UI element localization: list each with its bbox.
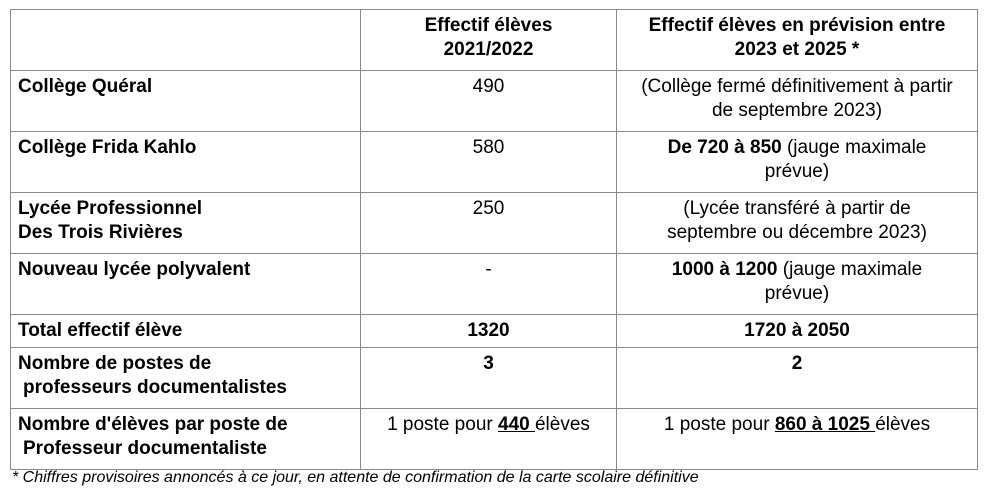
footnote: * Chiffres provisoires annoncés à ce jour, en attente de confirmation de la carte scolaire définitive: [12, 469, 699, 486]
row-label: Collège Quéral: [11, 71, 361, 132]
forecast-note: (jauge maximale: [781, 137, 927, 158]
row-forecast-value: [617, 409, 978, 470]
school-enrollment-table: [10, 9, 978, 470]
header-forecast-line-2: 2023 et 2025 *: [734, 39, 860, 60]
table-row-college-queral: [11, 71, 978, 132]
row-current-value: 580: [361, 132, 617, 193]
ratio-value: 860 à 1025: [774, 414, 876, 435]
forecast-range: De 720 à 850: [667, 137, 782, 158]
row-current-value: -: [361, 254, 617, 315]
header-forecast-enrollment: [617, 10, 978, 71]
header-empty-cell: [11, 10, 361, 71]
row-label-line-2: professeurs documentalistes: [23, 377, 287, 398]
table-row-college-frida-kahlo: [11, 132, 978, 193]
row-label: Nouveau lycée polyvalent: [11, 254, 361, 315]
table-row-ratio: [11, 409, 978, 470]
row-label-line-1: Nombre de postes de: [18, 353, 212, 374]
row-forecast-value: [617, 132, 978, 193]
row-label: Collège Frida Kahlo: [11, 132, 361, 193]
row-forecast-value: 2: [617, 348, 978, 409]
forecast-line-1: (Lycée transféré à partir de: [683, 198, 911, 219]
row-current-value: 1320: [361, 315, 617, 348]
row-label: [11, 193, 361, 254]
ratio-suffix: élèves: [875, 414, 931, 435]
table-row-nouveau-lycee: [11, 254, 978, 315]
table-row-total: [11, 315, 978, 348]
forecast-range: 1000 à 1200: [671, 259, 778, 280]
forecast-note: (jauge maximale: [777, 259, 923, 280]
row-current-value: [361, 409, 617, 470]
row-current-value: 490: [361, 71, 617, 132]
row-label-line-1: Nombre d'élèves par poste de: [18, 414, 288, 435]
table-row-postes: [11, 348, 978, 409]
forecast-line-1: [624, 136, 970, 160]
row-label-line-2: Professeur documentaliste: [23, 438, 267, 459]
header-current-enrollment: [361, 10, 617, 71]
row-forecast-value: [617, 193, 978, 254]
row-current-value: 250: [361, 193, 617, 254]
ratio-prefix: 1 poste pour: [387, 414, 498, 435]
ratio-prefix: 1 poste pour: [663, 414, 775, 435]
forecast-line-2: de septembre 2023): [711, 100, 883, 121]
ratio-suffix: élèves: [534, 414, 590, 435]
row-forecast-value: 1720 à 2050: [617, 315, 978, 348]
header-current-line-1: Effectif élèves: [424, 15, 553, 36]
row-label-line-1: Lycée Professionnel: [18, 198, 203, 219]
forecast-line-1: [624, 258, 970, 282]
header-current-line-2: 2021/2022: [443, 39, 534, 60]
forecast-line-1: (Collège fermé définitivement à partir: [641, 76, 953, 97]
row-label: [11, 348, 361, 409]
forecast-line-2: prévue): [764, 283, 830, 304]
row-current-value: 3: [361, 348, 617, 409]
table-header-row: [11, 10, 978, 71]
row-label: Total effectif élève: [11, 315, 361, 348]
forecast-line-2: prévue): [764, 161, 830, 182]
table-row-lycee-professionnel: [11, 193, 978, 254]
row-forecast-value: [617, 71, 978, 132]
header-forecast-line-1: Effectif élèves en prévision entre: [648, 15, 946, 36]
forecast-line-2: septembre ou décembre 2023): [667, 222, 927, 243]
ratio-value: 440: [498, 414, 535, 435]
row-forecast-value: [617, 254, 978, 315]
row-label-line-2: Des Trois Rivières: [18, 222, 183, 243]
row-label: [11, 409, 361, 470]
